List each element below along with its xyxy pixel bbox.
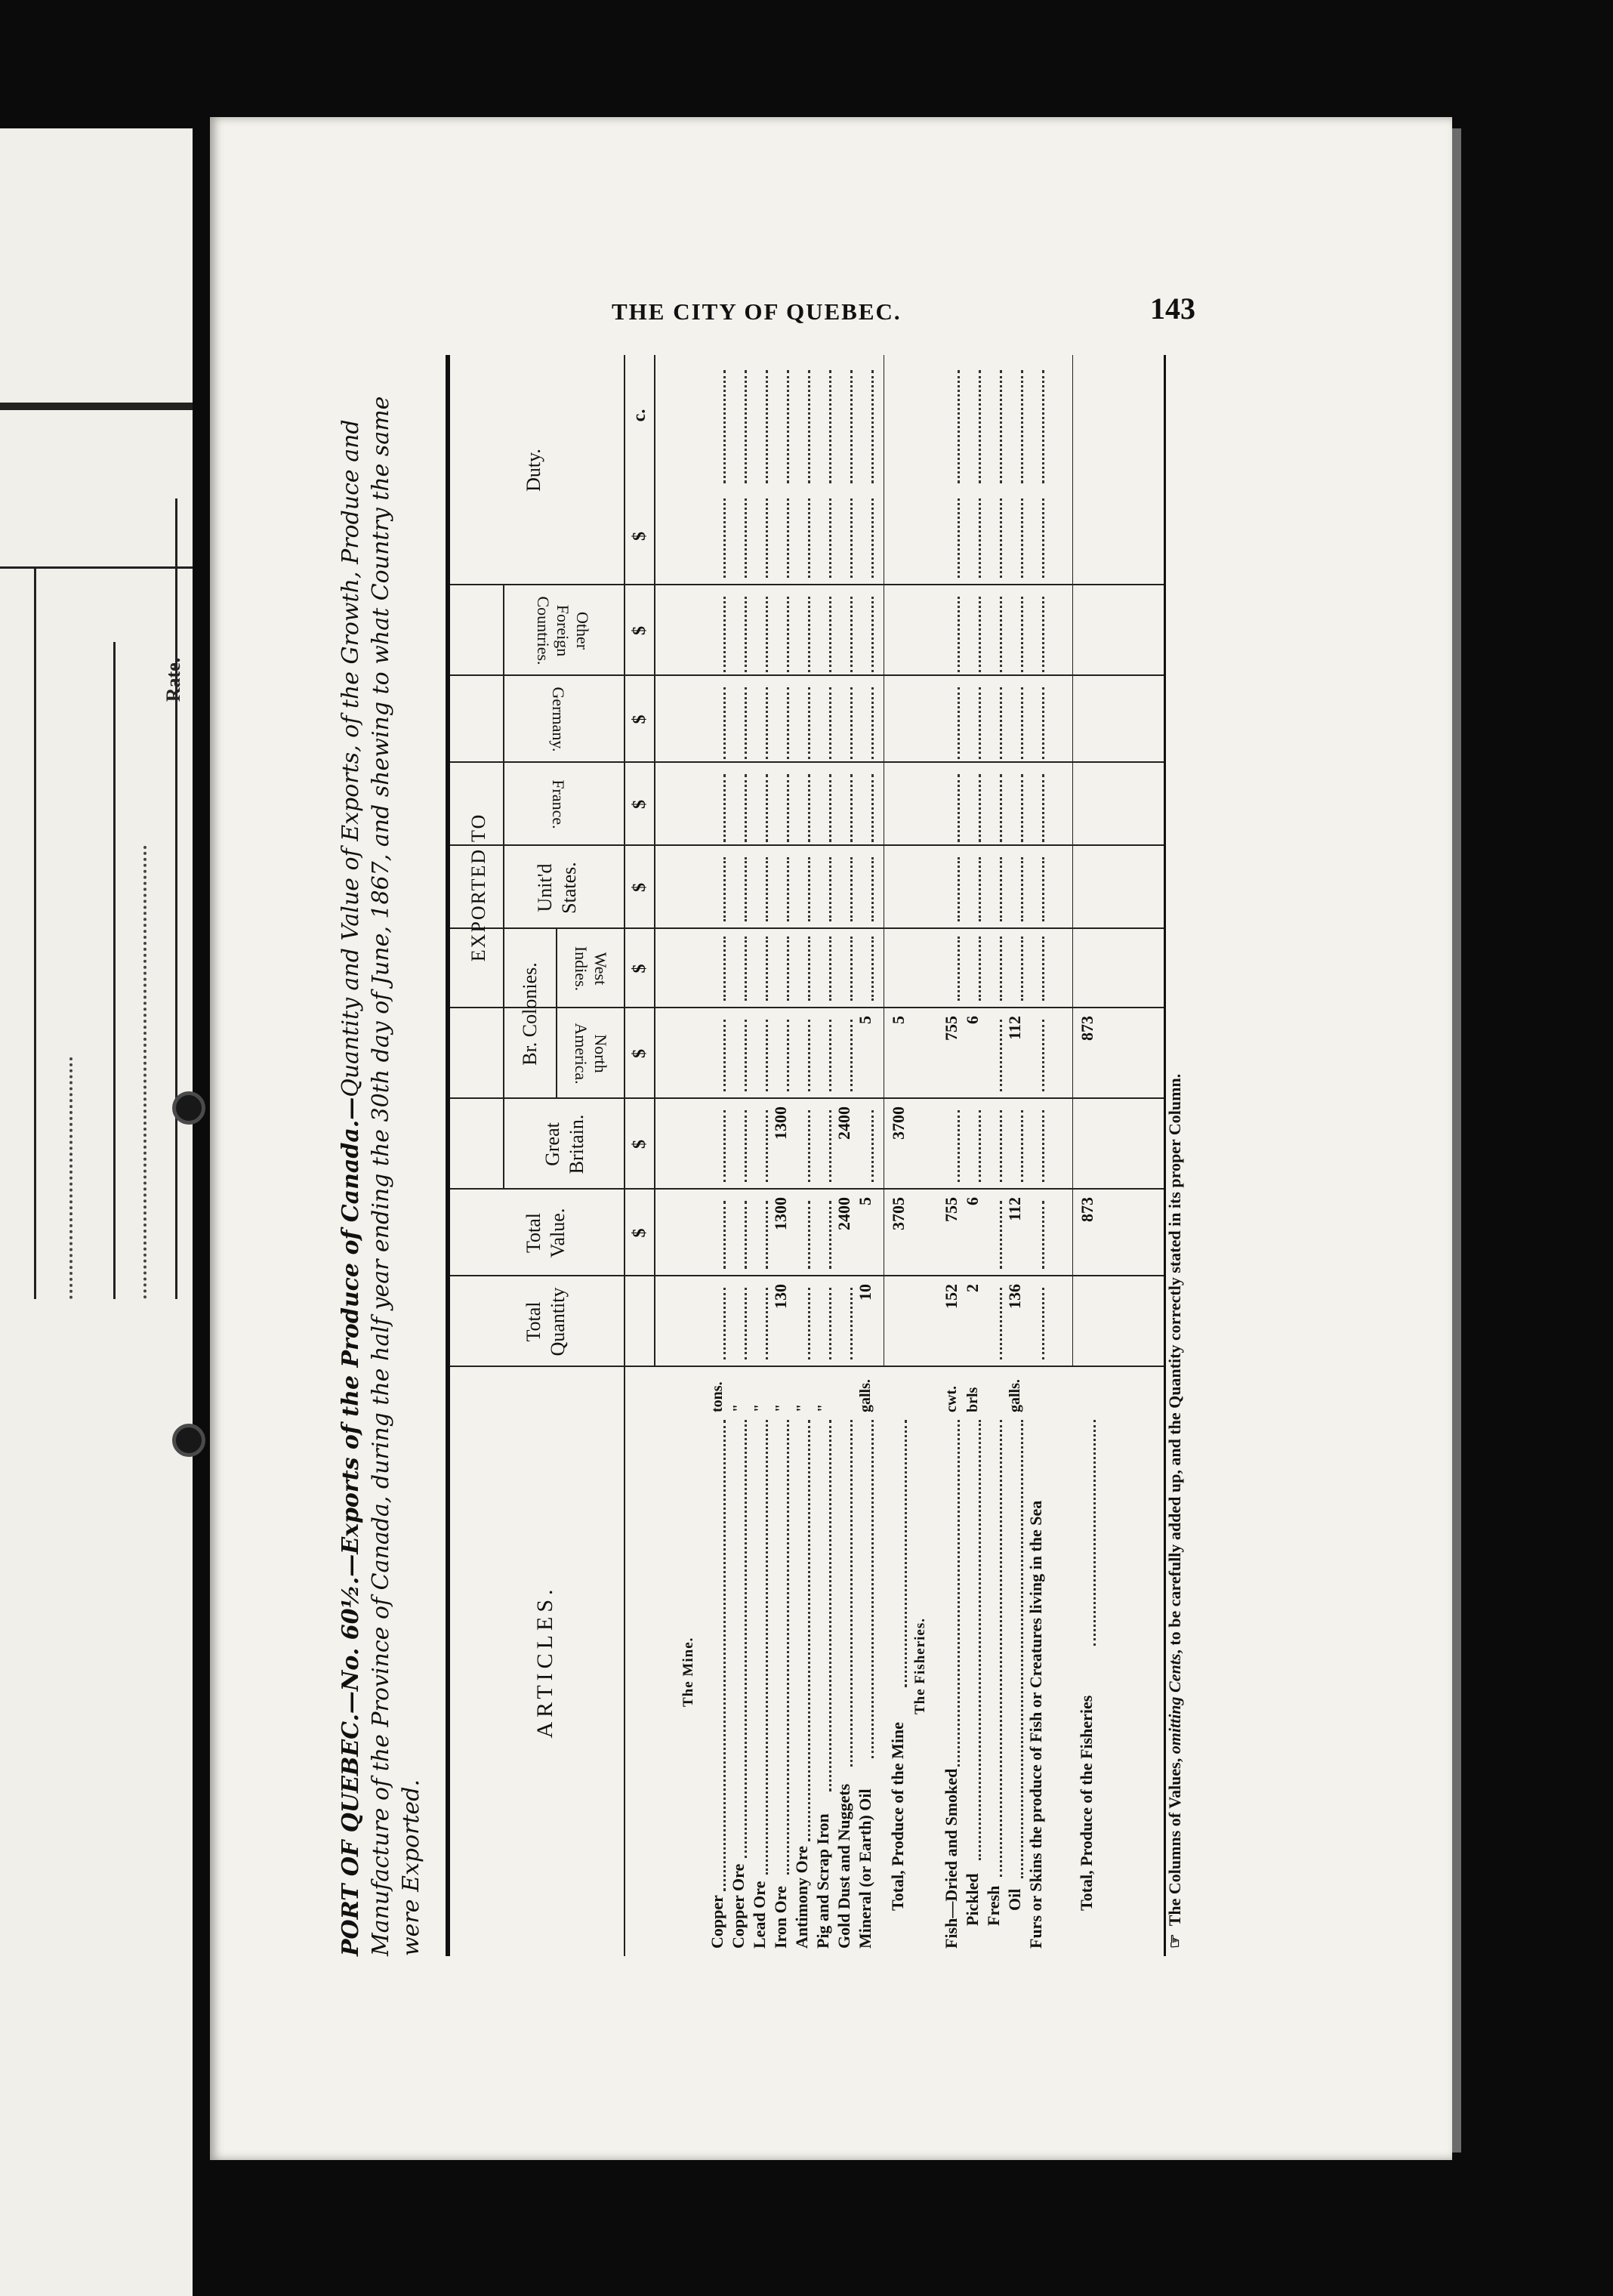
dot-leader bbox=[985, 1020, 1002, 1091]
cell-value: 152 bbox=[942, 1284, 961, 1309]
unit-dollar: $ bbox=[630, 1049, 649, 1058]
dot-leader bbox=[751, 1420, 768, 1875]
header-articles: ARTICLES. bbox=[532, 1585, 557, 1739]
article-name: Copper Ore bbox=[729, 1863, 748, 1949]
dot-leader bbox=[985, 1420, 1002, 1877]
header-west-indies: West Indies. bbox=[572, 946, 610, 992]
column-rule bbox=[175, 498, 177, 1299]
dot-leader bbox=[985, 1110, 1002, 1182]
dot-leader bbox=[1027, 857, 1044, 921]
dot-leader bbox=[964, 774, 981, 842]
unit-dollar: $ bbox=[630, 1228, 649, 1238]
dot-leader bbox=[856, 937, 874, 1001]
header-france: France. bbox=[549, 779, 568, 829]
unit-label: " bbox=[773, 1403, 789, 1412]
article-name: Lead Ore bbox=[750, 1881, 769, 1949]
dot-leader bbox=[772, 498, 789, 578]
title-lead: PORT OF QUEBEC.—No. 60½.—Exports of the Produce of Canada.— bbox=[338, 1097, 364, 1956]
dot-leader bbox=[964, 1110, 981, 1182]
dot-leader bbox=[793, 1201, 810, 1269]
header-rule bbox=[654, 355, 655, 1367]
dot-leader bbox=[751, 370, 768, 483]
table-row bbox=[1004, 355, 1025, 1956]
previous-page-strip bbox=[0, 128, 193, 2296]
table-row bbox=[855, 355, 876, 1956]
dot-leader bbox=[751, 774, 768, 842]
article-name: Copper bbox=[708, 1895, 726, 1949]
title-body: Quantity and Value of Exports, of the Growth, Produce and Manufacture of the Province of Canada, during the half year ending the 30th day of June, 1867, and shewing to what Country the same were Exported. bbox=[338, 396, 424, 1956]
cell-value: 6 bbox=[963, 1197, 982, 1205]
total-row bbox=[1077, 355, 1098, 1956]
section-title-mine: The Mine. bbox=[680, 1637, 696, 1707]
dot-leader bbox=[729, 1020, 747, 1091]
header-rule bbox=[556, 929, 557, 1099]
dot-leader bbox=[835, 498, 853, 578]
dot-leader bbox=[942, 687, 960, 759]
dot-leader bbox=[985, 857, 1002, 921]
cell-value: 755 bbox=[942, 1197, 961, 1222]
dot-leader bbox=[942, 597, 960, 672]
dot-leader bbox=[814, 1288, 831, 1359]
dot-leader bbox=[814, 857, 831, 921]
dot-leader bbox=[814, 1020, 831, 1091]
dot-leader bbox=[708, 597, 726, 672]
cell-value: 112 bbox=[1005, 1016, 1024, 1040]
dot-leader bbox=[751, 1201, 768, 1269]
dot-leader bbox=[751, 937, 768, 1001]
cell-value: 1300 bbox=[771, 1197, 790, 1230]
unit-dollar: $ bbox=[630, 626, 649, 635]
dot-leader bbox=[835, 1288, 853, 1359]
dot-leader bbox=[985, 370, 1002, 483]
cell-value: 2 bbox=[963, 1284, 982, 1292]
dot-leader bbox=[708, 1110, 726, 1182]
dot-leader bbox=[835, 597, 853, 672]
dot-leader bbox=[985, 774, 1002, 842]
dot-leader bbox=[856, 498, 874, 578]
dot-leader bbox=[1027, 370, 1044, 483]
dot-leader bbox=[751, 687, 768, 759]
article-name: Pickled bbox=[963, 1873, 982, 1926]
section-title-fisheries: The Fisheries. bbox=[912, 1618, 928, 1714]
dot-leader bbox=[942, 774, 960, 842]
header-duty: Duty. bbox=[523, 449, 544, 492]
header-rule bbox=[503, 585, 504, 1190]
exports-table bbox=[446, 355, 1166, 1956]
dot-leader bbox=[942, 1110, 960, 1182]
unit-dollar: $ bbox=[630, 1140, 649, 1149]
table-row bbox=[770, 355, 791, 1956]
dot-leader bbox=[143, 846, 150, 1299]
cell-value: 5 bbox=[856, 1197, 874, 1205]
dot-leader bbox=[835, 857, 853, 921]
header-total-quantity: Total Quantity bbox=[523, 1287, 569, 1356]
dot-leader bbox=[985, 1288, 1002, 1359]
dot-leader bbox=[708, 857, 726, 921]
dot-leader bbox=[69, 1057, 76, 1299]
unit-label: " bbox=[751, 1403, 768, 1412]
dot-leader bbox=[942, 857, 960, 921]
dot-leader bbox=[772, 857, 789, 921]
total-value: 3705 bbox=[889, 1197, 908, 1230]
dot-leader bbox=[793, 1420, 810, 1841]
dot-leader bbox=[835, 774, 853, 842]
dot-leader bbox=[1006, 597, 1023, 672]
dot-leader bbox=[942, 937, 960, 1001]
dot-leader bbox=[729, 370, 747, 483]
dot-leader bbox=[1006, 937, 1023, 1001]
dot-leader bbox=[890, 1420, 907, 1687]
dot-leader bbox=[985, 498, 1002, 578]
dot-leader bbox=[985, 687, 1002, 759]
dot-leader bbox=[751, 1020, 768, 1091]
dot-leader bbox=[1027, 1201, 1044, 1269]
dot-leader bbox=[814, 774, 831, 842]
dot-leader bbox=[793, 498, 810, 578]
header-united-states: Unit'd States. bbox=[534, 862, 580, 914]
dot-leader bbox=[1006, 857, 1023, 921]
table-row bbox=[728, 355, 749, 1956]
dot-leader bbox=[856, 774, 874, 842]
dot-leader bbox=[729, 597, 747, 672]
dot-leader bbox=[1006, 774, 1023, 842]
dot-leader bbox=[772, 687, 789, 759]
dot-leader bbox=[964, 857, 981, 921]
dot-leader bbox=[772, 1020, 789, 1091]
article-name: Antimony Ore bbox=[792, 1846, 811, 1949]
dot-leader bbox=[964, 937, 981, 1001]
header-great-britain: Great Britain. bbox=[541, 1114, 588, 1174]
dot-leader bbox=[1027, 597, 1044, 672]
unit-label: tons. bbox=[709, 1381, 726, 1412]
cell-value: 5 bbox=[856, 1016, 874, 1024]
column-rule bbox=[34, 566, 36, 1299]
table-row bbox=[791, 355, 813, 1956]
article-name: Gold Dust and Nuggets bbox=[834, 1783, 853, 1949]
article-name: Fresh bbox=[984, 1885, 1003, 1926]
article-name: Furs or Skins the produce of Fish or Creatures living in the Sea bbox=[1026, 1500, 1045, 1949]
total-row bbox=[888, 355, 909, 1956]
header-total-value: Total Value. bbox=[523, 1208, 569, 1258]
header-other-foreign: Other Foreign Countries. bbox=[534, 596, 592, 665]
dot-leader bbox=[964, 597, 981, 672]
cell-value: 10 bbox=[856, 1284, 874, 1301]
dot-leader bbox=[814, 1420, 831, 1791]
page-edge bbox=[1452, 128, 1461, 2152]
dot-leader bbox=[729, 1110, 747, 1182]
total-value: 5 bbox=[889, 1016, 908, 1024]
cell-value: 1300 bbox=[771, 1106, 790, 1140]
dot-leader bbox=[793, 937, 810, 1001]
dot-leader bbox=[856, 597, 874, 672]
dot-leader bbox=[708, 1420, 726, 1891]
dot-leader bbox=[793, 857, 810, 921]
dot-leader bbox=[814, 687, 831, 759]
table-row bbox=[983, 355, 1004, 1956]
unit-label: " bbox=[794, 1403, 810, 1412]
dot-leader bbox=[751, 498, 768, 578]
dot-leader bbox=[708, 937, 726, 1001]
cell-value: 136 bbox=[1005, 1284, 1024, 1309]
dot-leader bbox=[856, 857, 874, 921]
cell-value: 112 bbox=[1005, 1197, 1024, 1221]
unit-label: galls. bbox=[1007, 1379, 1023, 1412]
unit-cents: c. bbox=[630, 409, 649, 422]
unit-dollar: $ bbox=[630, 964, 649, 974]
dot-leader bbox=[1006, 370, 1023, 483]
binder-ring bbox=[172, 1091, 205, 1125]
dot-leader bbox=[835, 370, 853, 483]
unit-label: galls. bbox=[857, 1379, 874, 1412]
unit-dollar: $ bbox=[630, 883, 649, 892]
table-row bbox=[834, 355, 855, 1956]
dot-leader bbox=[814, 937, 831, 1001]
dot-leader bbox=[814, 498, 831, 578]
unit-dollar: $ bbox=[630, 800, 649, 809]
dot-leader bbox=[793, 1020, 810, 1091]
dot-leader bbox=[708, 498, 726, 578]
total-value: 873 bbox=[1078, 1197, 1096, 1222]
dot-leader bbox=[793, 370, 810, 483]
dot-leader bbox=[708, 1288, 726, 1359]
dot-leader bbox=[751, 597, 768, 672]
article-name: Fish—Dried and Smoked bbox=[942, 1768, 961, 1949]
dot-leader bbox=[772, 1420, 789, 1875]
footnote bbox=[1165, 1074, 1185, 1949]
page-number: 143 bbox=[1150, 292, 1195, 326]
dot-leader bbox=[772, 370, 789, 483]
dot-leader bbox=[1006, 1110, 1023, 1182]
dot-leader bbox=[835, 937, 853, 1001]
cell-value: 2400 bbox=[834, 1197, 853, 1230]
dot-leader bbox=[985, 937, 1002, 1001]
rate-header: Rate. bbox=[162, 657, 184, 702]
dot-leader bbox=[1027, 687, 1044, 759]
dot-leader bbox=[1006, 687, 1023, 759]
dot-leader bbox=[751, 1288, 768, 1359]
dot-leader bbox=[1027, 1110, 1044, 1182]
header-north-america: North America. bbox=[572, 1023, 610, 1085]
unit-label: " bbox=[730, 1403, 747, 1412]
dot-leader bbox=[729, 937, 747, 1001]
dot-leader bbox=[708, 1020, 726, 1091]
running-head: THE CITY OF QUEBEC. bbox=[612, 298, 902, 325]
footnote-text: , to be carefully added up, and the Quantity correctly stated in its proper Column. bbox=[1165, 1073, 1184, 1654]
dot-leader bbox=[1078, 1420, 1096, 1646]
dot-leader bbox=[1027, 937, 1044, 1001]
dot-leader bbox=[985, 597, 1002, 672]
dot-leader bbox=[964, 1420, 981, 1860]
dot-leader bbox=[964, 370, 981, 483]
thick-rule bbox=[0, 403, 193, 410]
dot-leader bbox=[772, 937, 789, 1001]
table-row bbox=[1025, 355, 1047, 1956]
dot-leader bbox=[729, 498, 747, 578]
footnote-emphasis: omitting Cents bbox=[1165, 1653, 1184, 1754]
total-label: Total, Produce of the Mine bbox=[888, 1722, 907, 1911]
unit-label: " bbox=[815, 1403, 831, 1412]
dot-leader bbox=[729, 1288, 747, 1359]
dot-leader bbox=[856, 1420, 874, 1758]
table-row bbox=[813, 355, 834, 1956]
dot-leader bbox=[729, 857, 747, 921]
dot-leader bbox=[985, 1201, 1002, 1269]
dot-leader bbox=[729, 774, 747, 842]
table-row bbox=[707, 355, 728, 1956]
article-name: Mineral (or Earth) Oil bbox=[856, 1788, 874, 1949]
binder-ring bbox=[172, 1424, 205, 1457]
cell-value: 130 bbox=[771, 1284, 790, 1309]
unit-dollar: $ bbox=[630, 714, 649, 724]
dot-leader bbox=[751, 1110, 768, 1182]
dot-leader bbox=[1027, 1020, 1044, 1091]
header-exported-to: EXPORTED TO bbox=[467, 813, 489, 962]
column-rule bbox=[113, 642, 116, 1299]
dot-leader bbox=[835, 1420, 853, 1767]
dot-leader bbox=[793, 1288, 810, 1359]
dot-leader bbox=[814, 1110, 831, 1182]
dot-leader bbox=[729, 1201, 747, 1269]
table-row bbox=[962, 355, 983, 1956]
dot-leader bbox=[772, 774, 789, 842]
dot-leader bbox=[729, 1420, 747, 1858]
dot-leader bbox=[964, 498, 981, 578]
dot-leader bbox=[835, 1020, 853, 1091]
pointing-hand-icon: ☞ bbox=[1165, 1933, 1184, 1949]
unit-label: cwt. bbox=[943, 1386, 960, 1412]
dot-leader bbox=[942, 370, 960, 483]
dot-leader bbox=[793, 1110, 810, 1182]
table-title bbox=[336, 355, 427, 1956]
header-rule bbox=[624, 355, 625, 1956]
dot-leader bbox=[964, 687, 981, 759]
total-value: 3700 bbox=[889, 1106, 908, 1140]
total-value: 873 bbox=[1078, 1016, 1096, 1041]
article-name: Iron Ore bbox=[771, 1886, 790, 1949]
dot-leader bbox=[708, 687, 726, 759]
dot-leader bbox=[835, 687, 853, 759]
dot-leader bbox=[708, 774, 726, 842]
header-germany: Germany. bbox=[549, 687, 568, 752]
total-label: Total, Produce of the Fisheries bbox=[1077, 1695, 1096, 1911]
dot-leader bbox=[856, 687, 874, 759]
dot-leader bbox=[942, 1420, 960, 1767]
header-br-colonies: Br. Colonies. bbox=[519, 962, 541, 1066]
dot-leader bbox=[1027, 1288, 1044, 1359]
unit-label: brls bbox=[964, 1387, 981, 1412]
dot-leader bbox=[793, 597, 810, 672]
dot-leader bbox=[708, 370, 726, 483]
dot-leader bbox=[1027, 774, 1044, 842]
unit-dollar: $ bbox=[630, 532, 649, 541]
footnote-text: The Columns of Values, bbox=[1165, 1754, 1184, 1927]
cell-value: 6 bbox=[963, 1016, 982, 1024]
dot-leader bbox=[942, 498, 960, 578]
cell-value: 755 bbox=[942, 1016, 961, 1041]
article-name: Pig and Scrap Iron bbox=[813, 1813, 832, 1949]
total-rule bbox=[1072, 355, 1073, 1367]
dot-leader bbox=[1006, 498, 1023, 578]
cell-value: 2400 bbox=[834, 1106, 853, 1140]
dot-leader bbox=[751, 857, 768, 921]
dot-leader bbox=[856, 370, 874, 483]
dot-leader bbox=[856, 1110, 874, 1182]
table-row bbox=[941, 355, 962, 1956]
dot-leader bbox=[814, 597, 831, 672]
table-row bbox=[749, 355, 770, 1956]
dot-leader bbox=[1027, 498, 1044, 578]
dot-leader bbox=[729, 687, 747, 759]
dot-leader bbox=[1006, 1420, 1023, 1878]
dot-leader bbox=[793, 774, 810, 842]
article-name: Oil bbox=[1005, 1888, 1024, 1911]
dot-leader bbox=[772, 597, 789, 672]
dot-leader bbox=[814, 370, 831, 483]
dot-leader bbox=[814, 1201, 831, 1269]
rotated-table-block bbox=[336, 347, 1193, 1971]
dot-leader bbox=[793, 687, 810, 759]
dot-leader bbox=[708, 1201, 726, 1269]
table-rule bbox=[0, 566, 193, 569]
